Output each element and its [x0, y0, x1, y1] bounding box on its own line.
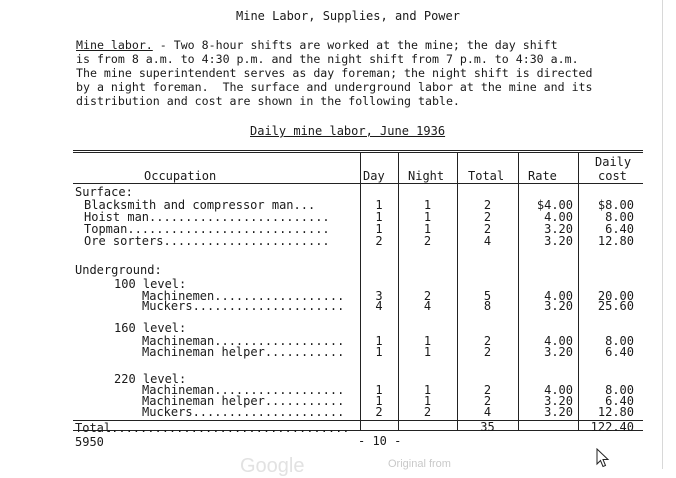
cost-cell: 8.00 — [605, 210, 634, 224]
rate-cell: 4.00 — [544, 383, 573, 397]
header-rule — [73, 183, 643, 184]
day-cell: 1 — [375, 383, 383, 397]
day-cell: 1 — [375, 210, 383, 224]
night-cell: 1 — [423, 334, 432, 348]
rate-cell: 4.00 — [544, 334, 573, 348]
night-cell: 1 — [423, 222, 432, 236]
occupation-cell: Machineman helper........... — [142, 394, 345, 408]
rate-cell: 3.20 — [544, 222, 573, 236]
total-cell: 4 — [483, 405, 492, 419]
rate-cell: 3.20 — [544, 345, 573, 359]
day-cell: 1 — [375, 394, 383, 408]
level-label: 100 level: — [114, 277, 187, 291]
occupation-cell: Machineman.................. — [142, 383, 345, 397]
night-cell: 1 — [423, 210, 432, 224]
occupation-cell: Blacksmith and compressor man... — [84, 198, 316, 212]
rate-cell: 3.20 — [544, 394, 573, 408]
total-cell: 2 — [483, 383, 492, 397]
night-cell: 2 — [423, 234, 432, 248]
total-cell: 4 — [483, 234, 492, 248]
table-top-rule — [73, 150, 643, 151]
total-row-count: 35 — [480, 420, 495, 434]
header-day: Day — [363, 169, 385, 183]
viewer-edge-divider — [662, 0, 663, 469]
occupation-cell: Muckers..................... — [142, 405, 345, 419]
day-cell: 2 — [375, 405, 383, 419]
rate-cell: 3.20 — [544, 234, 573, 248]
day-cell: 1 — [375, 198, 383, 212]
cost-cell: 12.80 — [597, 234, 634, 248]
paragraph-line-3: The mine superintendent serves as day foreman; the night shift is directed — [76, 66, 593, 80]
cost-cell: 20.00 — [597, 289, 634, 303]
paragraph-line-5: distribution and cost are shown in the following table. — [76, 94, 460, 108]
rate-cell: 4.00 — [544, 210, 573, 224]
total-cell: 2 — [483, 210, 492, 224]
document-code: 5950 — [75, 435, 104, 449]
cost-cell: 6.40 — [605, 394, 634, 408]
total-cell: 2 — [483, 334, 492, 348]
cost-cell: 25.60 — [597, 299, 634, 313]
day-cell: 2 — [375, 234, 383, 248]
header-occupation: Occupation — [144, 169, 217, 183]
day-cell: 1 — [375, 222, 383, 236]
rate-cell: 3.20 — [544, 299, 573, 313]
table-top-rule-double — [73, 152, 643, 153]
rate-cell: $4.00 — [536, 198, 573, 212]
header-daily-cost-2: cost — [598, 169, 627, 183]
night-cell: 4 — [423, 299, 432, 313]
cost-cell: $8.00 — [597, 198, 634, 212]
page-heading: Mine Labor, Supplies, and Power — [236, 9, 460, 23]
total-row-cost: 122.40 — [590, 420, 634, 434]
original-from-watermark: Original from — [388, 458, 451, 470]
night-cell: 1 — [423, 198, 432, 212]
occupation-cell: Machineman.................. — [142, 334, 345, 348]
day-cell: 3 — [375, 289, 383, 303]
mouse-pointer-icon — [596, 448, 610, 468]
paragraph-line-2: is from 8 a.m. to 4:30 p.m. and the night shift from 7 p.m. to 4:30 a.m. — [76, 52, 579, 66]
header-night: Night — [408, 169, 445, 183]
section-label-underground: Underground: — [75, 263, 162, 277]
page-number: - 10 - — [358, 434, 402, 448]
section-label-surface: Surface: — [75, 185, 133, 199]
occupation-cell: Ore sorters....................... — [84, 234, 330, 248]
section-lead: Mine labor. — [76, 38, 153, 52]
day-cell: 1 — [375, 345, 383, 359]
occupation-cell: Muckers..................... — [142, 299, 345, 313]
rate-cell: 3.20 — [544, 405, 573, 419]
total-cell: 2 — [483, 394, 492, 408]
night-cell: 1 — [423, 394, 432, 408]
occupation-cell: Machineman helper........... — [142, 345, 345, 359]
night-cell: 2 — [423, 405, 432, 419]
google-watermark: Google — [240, 455, 305, 477]
total-cell: 8 — [483, 299, 492, 313]
table-caption: Daily mine labor, June 1936 — [250, 124, 446, 138]
night-cell: 2 — [423, 289, 432, 303]
cost-cell: 6.40 — [605, 345, 634, 359]
header-rate: Rate — [528, 169, 557, 183]
header-daily-cost: Daily — [595, 155, 632, 169]
total-cell: 2 — [483, 222, 492, 236]
level-label: 160 level: — [114, 321, 187, 335]
cost-cell: 6.40 — [605, 222, 634, 236]
cost-cell: 12.80 — [597, 405, 634, 419]
night-cell: 1 — [423, 383, 432, 397]
total-row-label: Total................................. — [75, 421, 350, 435]
total-cell: 2 — [483, 345, 492, 359]
paragraph-line-1: Mine labor. - Two 8-hour shifts are worked at the mine; the day shift — [76, 38, 558, 52]
total-cell: 2 — [483, 198, 492, 212]
occupation-cell: Topman............................ — [84, 222, 330, 236]
day-cell: 4 — [375, 299, 383, 313]
day-cell: 1 — [375, 334, 383, 348]
level-label: 220 level: — [114, 372, 187, 386]
cost-cell: 8.00 — [605, 383, 634, 397]
occupation-cell: Machinemen.................. — [142, 289, 345, 303]
night-cell: 1 — [423, 345, 432, 359]
occupation-cell: Hoist man......................... — [84, 210, 330, 224]
rate-cell: 4.00 — [544, 289, 573, 303]
header-total: Total — [468, 169, 505, 183]
paragraph-line-4: by a night foreman. The surface and underground labor at the mine and its — [76, 80, 593, 94]
cost-cell: 8.00 — [605, 334, 634, 348]
total-cell: 5 — [483, 289, 492, 303]
